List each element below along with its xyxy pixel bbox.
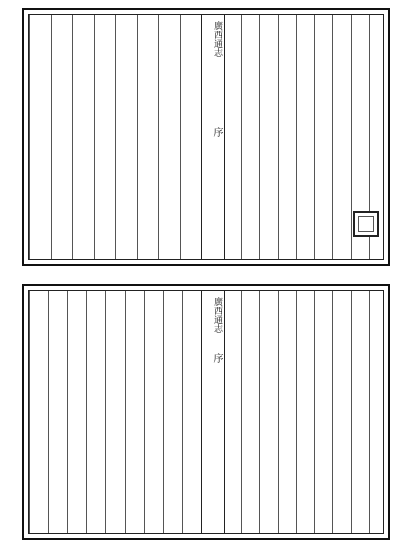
text-column <box>48 291 68 533</box>
top-page-fold <box>201 15 225 259</box>
text-column <box>369 291 388 533</box>
text-column <box>125 291 145 533</box>
text-column <box>72 15 95 259</box>
text-column <box>137 15 160 259</box>
text-column <box>259 291 278 533</box>
text-column <box>332 15 351 259</box>
column-text <box>260 297 278 527</box>
column-text <box>279 21 297 253</box>
text-column <box>94 15 117 259</box>
column-text <box>52 21 74 253</box>
column-text <box>159 21 181 253</box>
text-column <box>351 291 370 533</box>
text-column <box>115 15 138 259</box>
text-column <box>67 291 87 533</box>
column-text <box>73 21 95 253</box>
text-column <box>332 291 351 533</box>
text-column <box>180 15 203 259</box>
column-text <box>68 297 87 527</box>
column-text <box>164 297 183 527</box>
text-column <box>158 15 181 259</box>
text-column <box>241 291 260 533</box>
column-text <box>315 297 333 527</box>
column-text <box>352 297 370 527</box>
text-column <box>223 15 241 259</box>
column-text <box>279 297 297 527</box>
column-text <box>242 297 260 527</box>
text-column <box>296 291 315 533</box>
column-text <box>297 21 315 253</box>
bottom-fold-mark: 序 <box>211 353 222 363</box>
bottom-page-frame <box>28 290 384 534</box>
bottom-fold-label: 廣西通志 <box>212 297 222 333</box>
text-column <box>223 291 241 533</box>
text-column <box>278 291 297 533</box>
column-text <box>333 21 351 253</box>
text-column <box>314 15 333 259</box>
text-column <box>29 291 49 533</box>
column-text <box>30 21 52 253</box>
top-page <box>22 8 390 266</box>
text-column <box>278 15 297 259</box>
column-text <box>315 21 333 253</box>
top-fold-mark: 序 <box>211 127 222 137</box>
text-column <box>241 15 260 259</box>
text-column <box>86 291 106 533</box>
column-text <box>297 297 315 527</box>
column-text <box>260 21 278 253</box>
column-text <box>126 297 145 527</box>
collector-seal-icon <box>353 211 379 237</box>
column-text <box>145 297 164 527</box>
column-text <box>242 21 260 253</box>
text-column <box>259 15 278 259</box>
column-text <box>106 297 125 527</box>
text-column <box>163 291 183 533</box>
column-text <box>138 21 160 253</box>
column-text <box>30 297 49 527</box>
column-text <box>370 297 388 527</box>
column-text <box>49 297 68 527</box>
column-text <box>333 297 351 527</box>
column-text <box>183 297 202 527</box>
text-column <box>29 15 52 259</box>
bottom-page <box>22 284 390 540</box>
bottom-page-fold <box>201 291 225 533</box>
top-page-frame <box>28 14 384 260</box>
text-column <box>314 291 333 533</box>
text-column <box>51 15 74 259</box>
column-text <box>223 297 241 527</box>
text-column <box>105 291 125 533</box>
top-fold-label: 廣西通志 <box>212 21 222 57</box>
text-column <box>144 291 164 533</box>
column-text <box>116 21 138 253</box>
column-text <box>223 21 241 253</box>
column-text <box>95 21 117 253</box>
text-column <box>182 291 202 533</box>
text-column <box>296 15 315 259</box>
column-text <box>181 21 203 253</box>
column-text <box>87 297 106 527</box>
